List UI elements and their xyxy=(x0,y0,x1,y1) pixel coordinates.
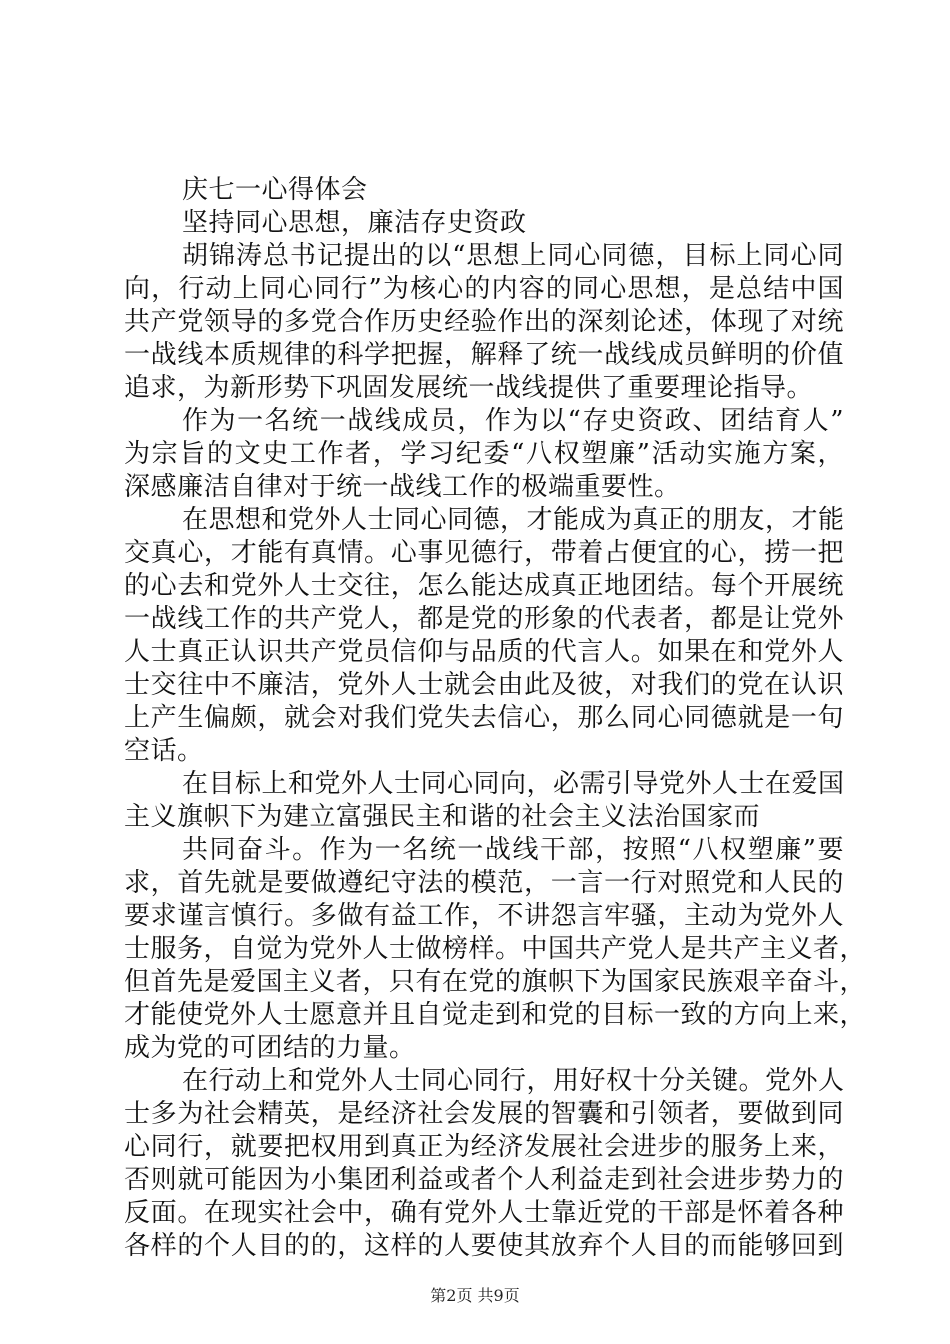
text-line: 庆七一心得体会 xyxy=(182,175,368,205)
text-line: 一战线工作的共产党人，都是党的形象的代表者，都是让党外 xyxy=(124,604,844,634)
text-line: 人士真正认识共产党员信仰与品质的代言人。如果在和党外人 xyxy=(124,637,844,667)
text-line: 反面。在现实社会中，确有党外人士靠近党的干部是怀着各种 xyxy=(124,1198,844,1228)
text-line: 共同奋斗。作为一名统一战线干部，按照“八权塑廉”要 xyxy=(182,835,844,865)
text-line: 要求谨言慎行。多做有益工作，不讲怨言牢骚，主动为党外人 xyxy=(124,901,844,931)
text-line: 交真心，才能有真情。心事见德行，带着占便宜的心，捞一把 xyxy=(124,538,844,568)
text-line: 求，首先就是要做遵纪守法的模范，一言一行对照党和人民的 xyxy=(124,868,844,898)
text-line: 士服务，自觉为党外人士做榜样。中国共产党人是共产主义者， xyxy=(124,934,867,964)
text-line: 坚持同心思想，廉洁存史资政 xyxy=(182,208,527,238)
text-line: 为宗旨的文史工作者，学习纪委“八权塑廉”活动实施方案， xyxy=(124,439,844,469)
text-line: 向，行动上同心同行”为核心的内容的同心思想，是总结中国 xyxy=(124,274,844,304)
text-line: 心同行，就要把权用到真正为经济发展社会进步的服务上来， xyxy=(124,1132,844,1162)
document-body xyxy=(124,174,867,1263)
text-line: 主义旗帜下为建立富强民主和谐的社会主义法治国家而 xyxy=(124,802,761,832)
page-footer: 第2页 共9页 xyxy=(430,1286,520,1305)
text-line: 深感廉洁自律对于统一战线工作的极端重要性。 xyxy=(124,472,681,502)
text-line: 否则就可能因为小集团利益或者个人利益走到社会进步势力的 xyxy=(124,1165,844,1195)
text-line: 在思想和党外人士同心同德，才能成为真正的朋友，才能 xyxy=(182,505,845,535)
text-line: 在目标上和党外人士同心同向，必需引导党外人士在爱国 xyxy=(182,769,845,799)
text-line: 空话。 xyxy=(124,736,204,766)
text-line: 共产党领导的多党合作历史经验作出的深刻论述，体现了对统 xyxy=(124,307,844,337)
text-line: 的心去和党外人士交往，怎么能达成真正地团结。每个开展统 xyxy=(124,571,844,601)
text-line: 胡锦涛总书记提出的以“思想上同心同德，目标上同心同 xyxy=(182,241,844,271)
text-line: 才能使党外人士愿意并且自觉走到和党的目标一致的方向上来， xyxy=(124,1000,867,1030)
text-line: 作为一名统一战线成员，作为以“存史资政、团结育人” xyxy=(182,406,844,436)
text-line: 一战线本质规律的科学把握，解释了统一战线成员鲜明的价值 xyxy=(124,340,844,370)
text-line: 各样的个人目的的，这样的人要使其放弃个人目的而能够回到 xyxy=(124,1231,844,1261)
text-line: 上产生偏颇，就会对我们党失去信心，那么同心同德就是一句 xyxy=(124,703,844,733)
text-line: 但首先是爱国主义者，只有在党的旗帜下为国家民族艰辛奋斗， xyxy=(124,967,867,997)
text-line: 追求，为新形势下巩固发展统一战线提供了重要理论指导。 xyxy=(124,373,814,403)
text-line: 在行动上和党外人士同心同行，用好权十分关键。党外人 xyxy=(182,1066,845,1096)
text-line: 成为党的可团结的力量。 xyxy=(124,1033,416,1063)
text-line: 士交往中不廉洁，党外人士就会由此及彼，对我们的党在认识 xyxy=(124,670,844,700)
text-line: 士多为社会精英，是经济社会发展的智囊和引领者，要做到同 xyxy=(124,1099,844,1129)
